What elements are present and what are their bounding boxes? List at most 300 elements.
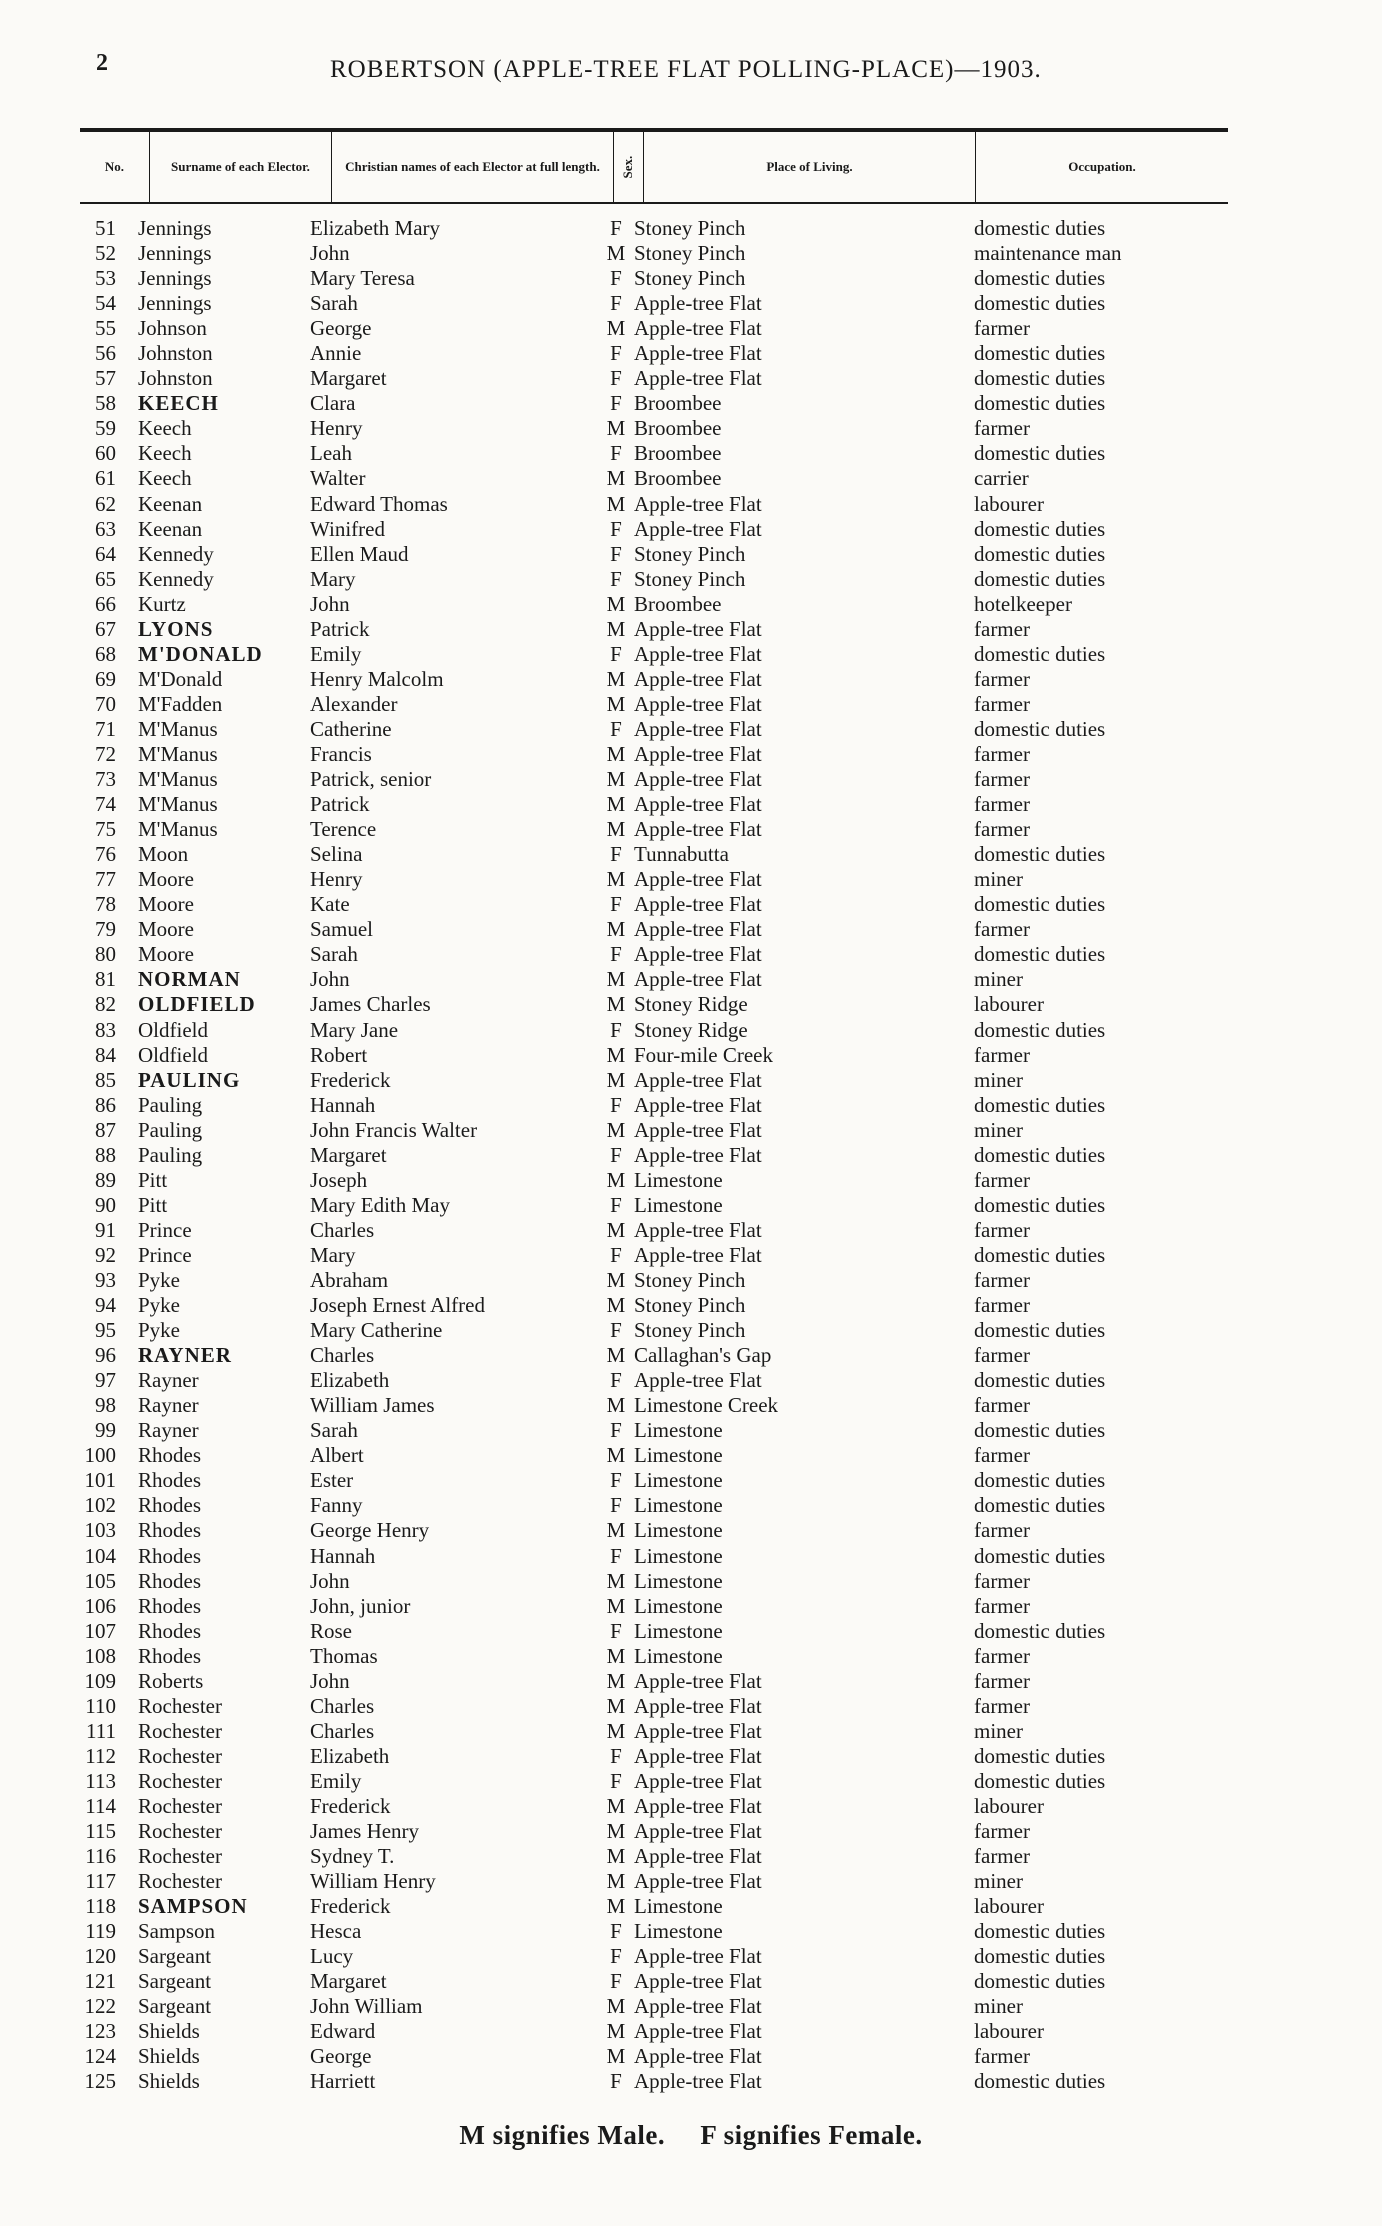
row-christian-names: Albert xyxy=(310,1443,364,1468)
row-occupation: farmer xyxy=(974,2044,1030,2069)
row-sex: M xyxy=(606,1267,626,1292)
row-number: 90 xyxy=(95,1192,116,1217)
row-number: 62 xyxy=(95,491,116,516)
row-place: Apple-tree Flat xyxy=(634,2069,762,2094)
row-place: Apple-tree Flat xyxy=(634,1092,762,1117)
row-number: 120 xyxy=(84,1944,116,1969)
row-occupation: farmer xyxy=(974,792,1030,817)
row-number: 100 xyxy=(84,1443,116,1468)
row-number: 93 xyxy=(95,1267,116,1292)
table-row xyxy=(56,1043,1236,1068)
row-number: 52 xyxy=(95,241,116,266)
row-christian-names: Mary Catherine xyxy=(310,1318,443,1343)
row-sex: M xyxy=(606,1869,626,1894)
row-occupation: farmer xyxy=(974,1167,1030,1192)
row-place: Apple-tree Flat xyxy=(634,1869,762,1894)
table-row xyxy=(56,967,1236,992)
row-number: 65 xyxy=(95,566,116,591)
table-row xyxy=(56,1518,1236,1543)
table-row xyxy=(56,1293,1236,1318)
row-number: 53 xyxy=(95,266,116,291)
row-number: 111 xyxy=(86,1718,116,1743)
table-row xyxy=(56,1844,1236,1869)
row-occupation: domestic duties xyxy=(974,1969,1106,1994)
row-occupation: domestic duties xyxy=(974,1092,1106,1117)
row-number: 107 xyxy=(84,1618,116,1643)
row-occupation: domestic duties xyxy=(974,1192,1106,1217)
row-occupation: farmer xyxy=(974,316,1030,341)
table-row xyxy=(56,466,1236,491)
table-row xyxy=(56,867,1236,892)
row-occupation: carrier xyxy=(974,466,1029,491)
row-surname: Moore xyxy=(138,942,194,967)
row-surname: Rochester xyxy=(138,1768,222,1793)
row-place: Limestone xyxy=(634,1192,723,1217)
row-number: 83 xyxy=(95,1017,116,1042)
row-surname: Shields xyxy=(138,2019,200,2044)
row-surname: Pauling xyxy=(138,1142,203,1167)
row-place: Apple-tree Flat xyxy=(634,516,762,541)
table-row xyxy=(56,2044,1236,2069)
row-sex: M xyxy=(606,867,626,892)
row-surname: Jennings xyxy=(138,291,212,316)
row-place: Stoney Pinch xyxy=(634,566,746,591)
row-surname: Jennings xyxy=(138,266,212,291)
row-surname: Kennedy xyxy=(138,541,214,566)
row-number: 54 xyxy=(95,291,116,316)
row-occupation: domestic duties xyxy=(974,441,1106,466)
table-row xyxy=(56,1994,1236,2019)
row-place: Apple-tree Flat xyxy=(634,767,762,792)
table-row xyxy=(56,1118,1236,1143)
row-occupation: domestic duties xyxy=(974,341,1106,366)
row-christian-names: James Charles xyxy=(310,992,431,1017)
row-place: Stoney Pinch xyxy=(634,1293,746,1318)
table-row xyxy=(56,842,1236,867)
row-number: 55 xyxy=(95,316,116,341)
row-surname: NORMAN xyxy=(138,967,241,992)
row-surname: Keech xyxy=(138,441,192,466)
row-place: Apple-tree Flat xyxy=(634,666,762,691)
row-christian-names: Frederick xyxy=(310,1894,391,1919)
table-row xyxy=(56,1619,1236,1644)
row-sex: M xyxy=(606,1894,626,1919)
row-christian-names: Joseph xyxy=(310,1167,368,1192)
table-row xyxy=(56,241,1236,266)
table-row xyxy=(56,1543,1236,1568)
row-place: Apple-tree Flat xyxy=(634,1944,762,1969)
row-place: Stoney Pinch xyxy=(634,216,746,241)
row-sex: M xyxy=(606,992,626,1017)
row-occupation: miner xyxy=(974,867,1023,892)
row-number: 106 xyxy=(84,1593,116,1618)
row-surname: LYONS xyxy=(138,616,214,641)
row-christian-names: Edward xyxy=(310,2019,376,2044)
table-row xyxy=(56,992,1236,1017)
row-christian-names: Elizabeth xyxy=(310,1368,390,1393)
row-number: 86 xyxy=(95,1092,116,1117)
row-place: Apple-tree Flat xyxy=(634,2019,762,2044)
table-row xyxy=(56,742,1236,767)
row-surname: Roberts xyxy=(138,1668,204,1693)
table-row xyxy=(56,1869,1236,1894)
row-place: Broombee xyxy=(634,466,722,491)
row-christian-names: Annie xyxy=(310,341,362,366)
row-number: 68 xyxy=(95,641,116,666)
row-place: Stoney Pinch xyxy=(634,541,746,566)
row-number: 117 xyxy=(85,1869,116,1894)
row-christian-names: Elizabeth xyxy=(310,1743,390,1768)
header-sex xyxy=(614,132,644,202)
row-surname: M'Manus xyxy=(138,817,218,842)
row-surname: Jennings xyxy=(138,216,212,241)
row-number: 103 xyxy=(84,1518,116,1543)
row-occupation: domestic duties xyxy=(974,541,1106,566)
row-place: Apple-tree Flat xyxy=(634,1793,762,1818)
row-number: 82 xyxy=(95,992,116,1017)
table-row xyxy=(56,1143,1236,1168)
row-occupation: domestic duties xyxy=(974,566,1106,591)
row-sex: F xyxy=(610,942,622,967)
row-occupation: domestic duties xyxy=(974,1618,1106,1643)
table-row xyxy=(56,517,1236,542)
row-number: 95 xyxy=(95,1318,116,1343)
electors-list xyxy=(56,216,1236,2095)
row-surname: Oldfield xyxy=(138,1017,208,1042)
row-occupation: miner xyxy=(974,1994,1023,2019)
row-surname: Rochester xyxy=(138,1743,222,1768)
table-row xyxy=(56,1193,1236,1218)
table-row xyxy=(56,1594,1236,1619)
row-number: 59 xyxy=(95,416,116,441)
row-surname: Johnston xyxy=(138,341,213,366)
row-number: 112 xyxy=(85,1743,116,1768)
table-header xyxy=(80,128,1228,204)
row-christian-names: Hannah xyxy=(310,1092,376,1117)
row-occupation: miner xyxy=(974,1067,1023,1092)
row-christian-names: Joseph Ernest Alfred xyxy=(310,1293,485,1318)
row-place: Apple-tree Flat xyxy=(634,817,762,842)
row-place: Apple-tree Flat xyxy=(634,942,762,967)
row-christian-names: Charles xyxy=(310,1718,375,1743)
row-number: 61 xyxy=(95,466,116,491)
row-christian-names: Thomas xyxy=(310,1643,378,1668)
row-surname: Rhodes xyxy=(138,1618,201,1643)
row-christian-names: Ester xyxy=(310,1468,354,1493)
row-place: Apple-tree Flat xyxy=(634,366,762,391)
row-occupation: labourer xyxy=(974,1793,1044,1818)
row-christian-names: William Henry xyxy=(310,1869,436,1894)
row-surname: Rhodes xyxy=(138,1568,201,1593)
row-place: Apple-tree Flat xyxy=(634,341,762,366)
row-number: 121 xyxy=(84,1969,116,1994)
row-place: Apple-tree Flat xyxy=(634,2044,762,2069)
row-number: 78 xyxy=(95,892,116,917)
row-surname: Rochester xyxy=(138,1869,222,1894)
row-occupation: domestic duties xyxy=(974,1743,1106,1768)
row-surname: Pauling xyxy=(138,1117,203,1142)
table-row xyxy=(56,717,1236,742)
row-number: 104 xyxy=(84,1543,116,1568)
row-sex: F xyxy=(610,1919,622,1944)
row-surname: Jennings xyxy=(138,241,212,266)
row-christian-names: John xyxy=(310,241,350,266)
row-number: 124 xyxy=(84,2044,116,2069)
row-place: Stoney Pinch xyxy=(634,1267,746,1292)
row-occupation: domestic duties xyxy=(974,1493,1106,1518)
table-row xyxy=(56,767,1236,792)
row-place: Apple-tree Flat xyxy=(634,1668,762,1693)
row-sex: M xyxy=(606,1568,626,1593)
table-row xyxy=(56,1343,1236,1368)
row-surname: Rhodes xyxy=(138,1443,201,1468)
row-surname: Sampson xyxy=(138,1919,216,1944)
row-occupation: domestic duties xyxy=(974,216,1106,241)
row-surname: Keech xyxy=(138,416,192,441)
row-occupation: farmer xyxy=(974,1042,1030,1067)
row-place: Limestone xyxy=(634,1443,723,1468)
table-row xyxy=(56,416,1236,441)
row-surname: RAYNER xyxy=(138,1343,232,1368)
row-number: 123 xyxy=(84,2019,116,2044)
row-christian-names: Abraham xyxy=(310,1267,389,1292)
row-place: Limestone xyxy=(634,1894,723,1919)
row-sex: M xyxy=(606,316,626,341)
header-place: Place of Living. xyxy=(644,132,976,202)
row-occupation: domestic duties xyxy=(974,1368,1106,1393)
row-number: 60 xyxy=(95,441,116,466)
row-sex: M xyxy=(606,1994,626,2019)
table-row xyxy=(56,1268,1236,1293)
row-occupation: domestic duties xyxy=(974,892,1106,917)
legend-male: M signifies Male. xyxy=(459,2120,666,2150)
row-christian-names: Terence xyxy=(310,817,377,842)
row-surname: Rhodes xyxy=(138,1543,201,1568)
row-surname: Rayner xyxy=(138,1418,199,1443)
row-number: 74 xyxy=(95,792,116,817)
row-place: Stoney Pinch xyxy=(634,241,746,266)
row-place: Broombee xyxy=(634,591,722,616)
table-row xyxy=(56,792,1236,817)
table-row xyxy=(56,2069,1236,2094)
row-place: Apple-tree Flat xyxy=(634,867,762,892)
row-christian-names: Charles xyxy=(310,1217,375,1242)
row-surname: Rochester xyxy=(138,1844,222,1869)
row-occupation: farmer xyxy=(974,817,1030,842)
row-christian-names: Mary Jane xyxy=(310,1017,399,1042)
row-place: Limestone xyxy=(634,1919,723,1944)
table-row xyxy=(56,567,1236,592)
row-sex: F xyxy=(610,641,622,666)
row-surname: Prince xyxy=(138,1242,192,1267)
row-christian-names: Sarah xyxy=(310,942,358,967)
row-christian-names: Harriett xyxy=(310,2069,376,2094)
row-christian-names: George xyxy=(310,2044,372,2069)
row-occupation: domestic duties xyxy=(974,1543,1106,1568)
table-row xyxy=(56,1368,1236,1393)
row-christian-names: Alexander xyxy=(310,691,398,716)
row-occupation: farmer xyxy=(974,1844,1030,1869)
row-occupation: farmer xyxy=(974,1343,1030,1368)
row-occupation: domestic duties xyxy=(974,641,1106,666)
row-place: Apple-tree Flat xyxy=(634,691,762,716)
row-number: 77 xyxy=(95,867,116,892)
row-place: Apple-tree Flat xyxy=(634,792,762,817)
row-occupation: domestic duties xyxy=(974,2069,1106,2094)
row-place: Apple-tree Flat xyxy=(634,716,762,741)
row-christian-names: Sarah xyxy=(310,291,358,316)
table-row xyxy=(56,1093,1236,1118)
table-row xyxy=(56,216,1236,241)
row-surname: M'Fadden xyxy=(138,691,223,716)
row-place: Apple-tree Flat xyxy=(634,892,762,917)
row-place: Four-mile Creek xyxy=(634,1042,773,1067)
row-christian-names: Margaret xyxy=(310,1969,387,1994)
row-sex: M xyxy=(606,1593,626,1618)
table-row xyxy=(56,1744,1236,1769)
row-surname: Rochester xyxy=(138,1718,222,1743)
row-place: Apple-tree Flat xyxy=(634,291,762,316)
row-christian-names: Patrick xyxy=(310,616,370,641)
table-row xyxy=(56,1819,1236,1844)
row-surname: Rhodes xyxy=(138,1593,201,1618)
row-number: 98 xyxy=(95,1393,116,1418)
row-sex: F xyxy=(610,1418,622,1443)
row-christian-names: Ellen Maud xyxy=(310,541,409,566)
row-christian-names: Hannah xyxy=(310,1543,376,1568)
row-number: 113 xyxy=(85,1768,116,1793)
row-occupation: farmer xyxy=(974,416,1030,441)
table-row xyxy=(56,1769,1236,1794)
row-surname: Rochester xyxy=(138,1693,222,1718)
row-occupation: maintenance man xyxy=(974,241,1122,266)
row-surname: KEECH xyxy=(138,391,219,416)
row-occupation: domestic duties xyxy=(974,291,1106,316)
row-occupation: farmer xyxy=(974,1643,1030,1668)
row-sex: F xyxy=(610,566,622,591)
row-christian-names: Frederick xyxy=(310,1793,391,1818)
table-row xyxy=(56,1919,1236,1944)
row-occupation: farmer xyxy=(974,1443,1030,1468)
row-sex: F xyxy=(610,1242,622,1267)
row-number: 73 xyxy=(95,767,116,792)
legend-female: F signifies Female. xyxy=(700,2120,923,2150)
row-sex: M xyxy=(606,767,626,792)
row-number: 72 xyxy=(95,742,116,766)
row-place: Limestone xyxy=(634,1493,723,1518)
table-row xyxy=(56,1644,1236,1669)
row-number: 79 xyxy=(95,917,116,942)
row-place: Limestone xyxy=(634,1468,723,1493)
row-occupation: domestic duties xyxy=(974,942,1106,967)
row-christian-names: George xyxy=(310,316,372,341)
row-christian-names: Edward Thomas xyxy=(310,491,448,516)
row-number: 116 xyxy=(85,1844,116,1869)
row-sex: F xyxy=(610,291,622,316)
row-number: 99 xyxy=(95,1418,116,1443)
row-number: 118 xyxy=(85,1894,116,1919)
row-place: Limestone xyxy=(634,1518,723,1543)
row-number: 63 xyxy=(95,516,116,541)
row-sex: F xyxy=(610,266,622,291)
row-sex: F xyxy=(610,1768,622,1793)
row-christian-names: Robert xyxy=(310,1042,368,1067)
row-number: 122 xyxy=(84,1994,116,2019)
row-occupation: farmer xyxy=(974,1819,1030,1844)
row-sex: F xyxy=(610,516,622,541)
table-row xyxy=(56,617,1236,642)
row-christian-names: John xyxy=(310,1568,350,1593)
row-christian-names: Emily xyxy=(310,641,362,666)
row-christian-names: Lucy xyxy=(310,1944,354,1969)
row-sex: F xyxy=(610,391,622,416)
row-sex: M xyxy=(606,1793,626,1818)
row-occupation: domestic duties xyxy=(974,716,1106,741)
table-row xyxy=(56,1969,1236,1994)
row-christian-names: Winifred xyxy=(310,516,385,541)
row-surname: PAULING xyxy=(138,1067,241,1092)
row-occupation: farmer xyxy=(974,1593,1030,1618)
table-row xyxy=(56,391,1236,416)
row-sex: F xyxy=(610,1944,622,1969)
table-row xyxy=(56,1443,1236,1468)
row-surname: Pitt xyxy=(138,1167,168,1192)
table-row xyxy=(56,1018,1236,1043)
row-christian-names: John, junior xyxy=(310,1593,411,1618)
row-surname: Moore xyxy=(138,917,194,942)
row-number: 85 xyxy=(95,1067,116,1092)
row-place: Apple-tree Flat xyxy=(634,1142,762,1167)
row-sex: M xyxy=(606,1819,626,1844)
row-surname: Moore xyxy=(138,892,194,917)
row-surname: Kurtz xyxy=(138,591,186,616)
row-christian-names: Walter xyxy=(310,466,366,491)
row-christian-names: Samuel xyxy=(310,917,373,942)
row-christian-names: Francis xyxy=(310,742,372,766)
row-number: 92 xyxy=(95,1242,116,1267)
row-occupation: labourer xyxy=(974,992,1044,1017)
row-christian-names: John xyxy=(310,967,350,992)
row-occupation: farmer xyxy=(974,742,1030,766)
table-row xyxy=(56,341,1236,366)
row-occupation: farmer xyxy=(974,1693,1030,1718)
row-occupation: farmer xyxy=(974,917,1030,942)
row-christian-names: Mary Edith May xyxy=(310,1192,450,1217)
table-row xyxy=(56,291,1236,316)
row-occupation: domestic duties xyxy=(974,1919,1106,1944)
row-christian-names: John xyxy=(310,1668,350,1693)
table-row xyxy=(56,1468,1236,1493)
row-sex: M xyxy=(606,466,626,491)
table-row xyxy=(56,1218,1236,1243)
table-row xyxy=(56,892,1236,917)
row-sex: M xyxy=(606,1343,626,1368)
row-surname: Shields xyxy=(138,2069,200,2094)
header-christian-names: Christian names of each Elector at full length. xyxy=(332,132,614,202)
row-number: 67 xyxy=(95,616,116,641)
row-occupation: farmer xyxy=(974,1267,1030,1292)
row-occupation: labourer xyxy=(974,1894,1044,1919)
row-place: Apple-tree Flat xyxy=(634,1743,762,1768)
row-sex: M xyxy=(606,1293,626,1318)
row-occupation: farmer xyxy=(974,767,1030,792)
row-number: 114 xyxy=(85,1793,116,1818)
row-place: Apple-tree Flat xyxy=(634,641,762,666)
row-surname: Rhodes xyxy=(138,1518,201,1543)
row-place: Limestone xyxy=(634,1167,723,1192)
row-place: Limestone xyxy=(634,1593,723,1618)
row-surname: Pitt xyxy=(138,1192,168,1217)
